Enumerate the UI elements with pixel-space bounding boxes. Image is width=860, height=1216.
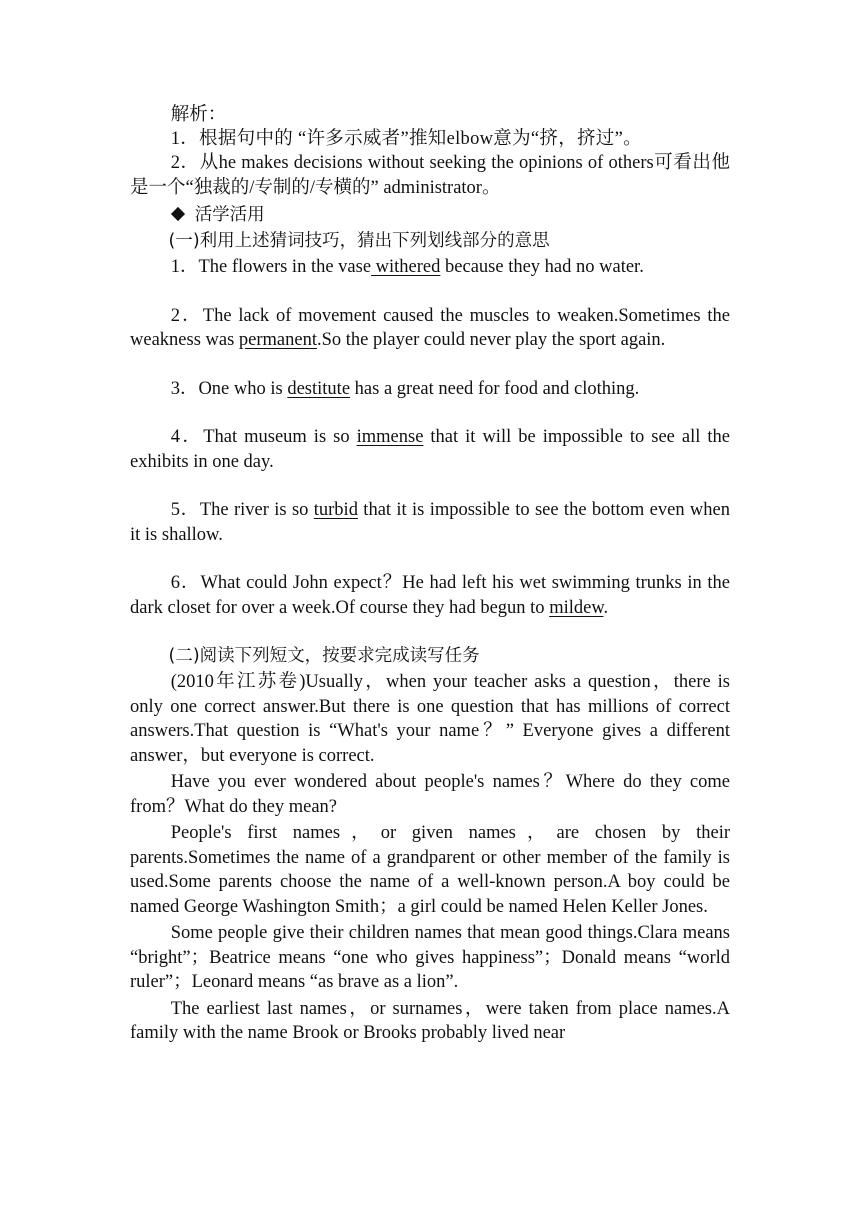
- analysis-item-1: 1．根据句中的 “许多示威者”推知elbow意为“挤，挤过”。: [170, 129, 642, 149]
- reading-paragraph: (2010年江苏卷)Usually，when your teacher asks a question，there is only one correct answer.But there is one question that has millions of correct answers.That question is “What's your name？” Everyone gives a different answer，but everyone is correct.: [130, 672, 730, 766]
- reading-paragraph: Have you ever wondered about people's names？Where do they come from？What do they mean?: [130, 772, 730, 817]
- exercise-5: 5．The river is so turbid that it is impossible to see the bottom even when it is shallow.: [130, 500, 730, 545]
- reading-paragraph: The earliest last names，or surnames，were taken from place names.A family with the name Brook or Brooks probably lived near: [130, 998, 730, 1043]
- underlined-word: destitute: [287, 378, 351, 399]
- exercise-3: 3．One who is destitute has a great need for food and clothing.: [170, 378, 640, 399]
- reading-paragraph: People's first names，or given names，are chosen by their parents.Sometimes the name of a grandparent or other member of the family is used.Some parents choose the name of a well-known person.A boy could be named George Washington Smith；a girl could be named Helen Keller Jones.: [130, 823, 730, 917]
- diamond-bullet-icon: [171, 207, 185, 221]
- document-page: [130, 103, 730, 1046]
- analysis-title: 解析：: [170, 105, 227, 125]
- underlined-word: mildew: [549, 597, 604, 618]
- exercise-1: 1．The flowers in the vase withered because they had no water.: [170, 257, 644, 277]
- underlined-word: immense: [356, 427, 424, 447]
- section-live-title: 活学活用: [194, 205, 265, 225]
- exercise-2: 2．The lack of movement caused the muscles to weaken.Sometimes the weakness was permanent.So the player could never play the sport again.: [130, 305, 730, 350]
- underlined-word: withered: [371, 257, 441, 277]
- underlined-word: permanent: [238, 330, 317, 350]
- reading-paragraph: Some people give their children names that mean good things.Clara means “bright”；Beatrice means “one who gives happiness”；Donald means “world ruler”；Leonard means “as brave as a lion”.: [130, 923, 730, 992]
- exercise-6: 6．What could John expect？He had left his wet swimming trunks in the dark closet for over a week.Of course they had begun to mildew.: [130, 573, 730, 618]
- exercise-4: 4．That museum is so immense that it will be impossible to see all the exhibits in one day.: [130, 427, 730, 472]
- section-live-heading: [130, 203, 730, 227]
- part1-title: (一)利用上述猜词技巧，猜出下列划线部分的意思: [168, 231, 550, 251]
- analysis-item-2: 2．从he makes decisions without seeking the opinions of others可看出他是一个“独裁的/专制的/专横的” administrator。: [130, 153, 730, 198]
- underlined-word: turbid: [313, 500, 358, 520]
- part2-title: (二)阅读下列短文，按要求完成读写任务: [168, 646, 480, 666]
